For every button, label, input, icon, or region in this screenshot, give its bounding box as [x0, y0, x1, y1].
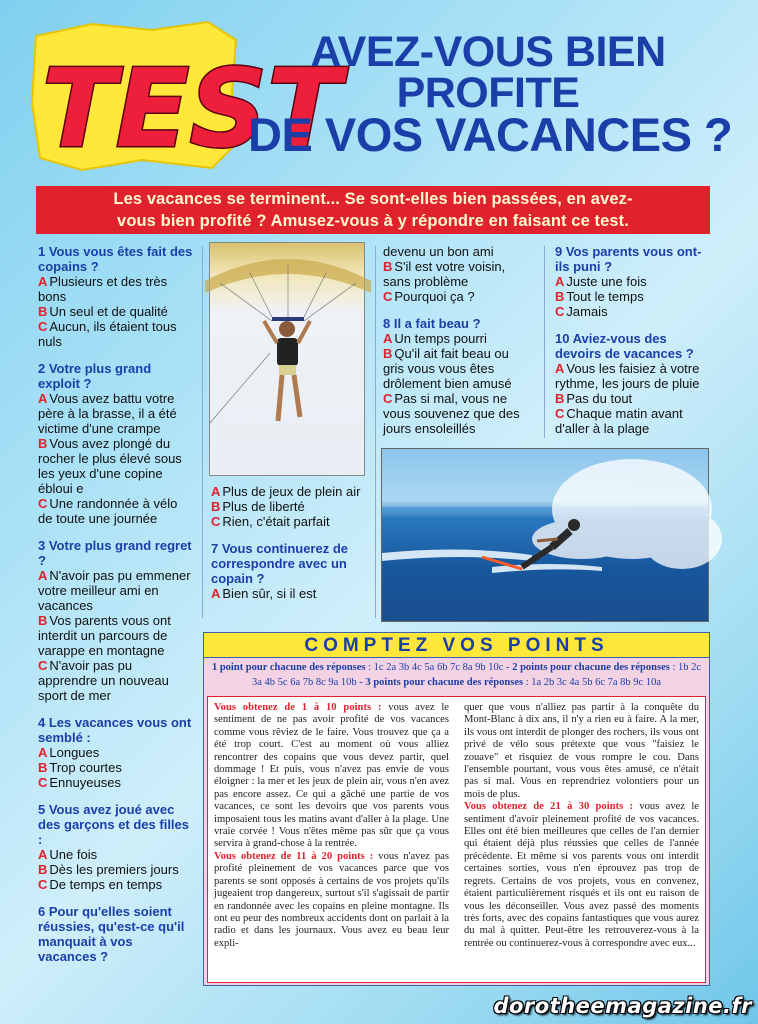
score-key-2-label: 2 points pour chacune des réponses — [512, 662, 670, 673]
question-10-title: 10 Aviez-vous des devoirs de vacances ? — [555, 331, 694, 361]
question-1-title: 1 Vous vous êtes fait des copains ? — [38, 244, 193, 274]
question-7-option-b[interactable]: B S'il est votre voisin, sans problème — [383, 259, 506, 289]
question-4 — [38, 715, 194, 790]
question-7-continued — [383, 244, 533, 304]
question-3 — [38, 538, 194, 703]
question-10-option-c[interactable]: C Chaque matin avant d'aller à la plage — [555, 406, 683, 436]
title-line-2: PROFITE — [396, 69, 580, 117]
question-4-option-c[interactable]: C Ennuyeuses — [38, 775, 121, 790]
result-21-30: Vous obtenez de 21 à 30 points : vous avez le sentiment d'avoir pleinement profité de vos vacances. Elles ont été bien meilleures que celles de l'an dernier qui étaient déjà plus réussies que celles de l'année précédente. Et même si vos parents vous ont interdit certaines sorties, vous n'en éprouvez pas trop de regrets. Certains de vos projets, vous en convenez, étaient particulièrement risqués et ils ont eu raison de vous les déconseiller. Vous avez passé des moments très forts, avec des copains fantastiques que vous aurez du mal à quitter. Peut-être les retrouverez-vous à la rentrée ou continuerez-vous à correspondre avec eux... — [464, 801, 699, 949]
result-11-20: Vous obtenez de 11 à 20 points : vous n'avez pas profité pleinement de vos vacances parce que vos parents se sont opposés à certains de vos projets qu'ils jugeaient trop dangereux, surtout s'il s'agissait de partir en randonnée avec les copains en pleine montagne. Ils ont eu peur des nombreux accidents dont on parlait à la radio et dans les journaux. Vous avez eu beau leur expli- — [214, 850, 449, 949]
intro-banner — [36, 186, 710, 234]
question-2-title: 2 Votre plus grand exploit ? — [38, 361, 152, 391]
question-5-option-a[interactable]: A Une fois — [38, 847, 98, 862]
water-ski-illustration — [382, 449, 710, 623]
column-divider-1 — [202, 246, 203, 618]
question-8-title: 8 Il a fait beau ? — [383, 316, 481, 331]
question-2-option-b[interactable]: B Vous avez plongé du rocher le plus élevé sous les yeux d'une copine ébloui e — [38, 436, 182, 496]
title-line-1: AVEZ-VOUS BIEN — [310, 28, 666, 76]
question-6-option-c[interactable]: C Rien, c'était parfait — [211, 514, 330, 529]
parasailing-illustration — [210, 243, 366, 477]
question-8 — [383, 316, 533, 436]
score-key — [208, 660, 705, 694]
question-6-options — [211, 484, 373, 529]
question-10-option-a[interactable]: A Vous les faisiez à votre rythme, les jours de pluie — [555, 361, 700, 391]
question-1-option-b[interactable]: B Un seul et de qualité — [38, 304, 168, 319]
question-9-option-b[interactable]: B Tout le temps — [555, 289, 644, 304]
score-key-1-values: : 1c 2a 3b 4c 5a 6b 7c 8a 9b 10c - — [365, 662, 513, 673]
question-8-option-b[interactable]: B Qu'il ait fait beau ou gris vous vous êtes drôlement bien amusé — [383, 346, 512, 391]
question-5-title: 5 Vous avez joué avec des garçons et des filles : — [38, 802, 190, 847]
score-results — [207, 696, 706, 983]
question-6-option-b[interactable]: B Plus de liberté — [211, 499, 305, 514]
question-8-option-c[interactable]: C Pas si mal, vous ne vous souvenez que des jours ensoleillés — [383, 391, 520, 436]
question-2 — [38, 361, 194, 526]
question-6-title: 6 Pour qu'elles soient réussies, qu'est-ce qu'il manquait à vos vacances ? — [38, 904, 185, 964]
question-7-option-c[interactable]: C Pourquoi ça ? — [383, 289, 475, 304]
question-3-option-b[interactable]: B Vos parents vous ont interdit un parcours de varappe en montagne — [38, 613, 171, 658]
question-4-option-b[interactable]: B Trop courtes — [38, 760, 122, 775]
page-title — [248, 28, 733, 161]
intro-line-2: vous bien profité ? Amusez-vous à y répondre en faisant ce test. — [117, 212, 629, 230]
question-5-option-b[interactable]: B Dès les premiers jours — [38, 862, 179, 877]
questions-column-3 — [383, 244, 533, 448]
question-10-option-b[interactable]: B Pas du tout — [555, 391, 633, 406]
question-9-title: 9 Vos parents vous ont-ils puni ? — [555, 244, 702, 274]
result-11-20-continued: quer que vous n'alliez pas partir à la conquête du Mont-Blanc à dix ans, il n'y a rien eu à faire. A la mer, ils vous ont interdit de plonger des rochers, ils vous ont privé de vélo sous prétexte que vous "faisiez le zouave" et risquiez de vous rompre le cou. Dans l'ensemble pourtant, vous vous êtes amusé, ce n'était pas si mal. Vous en reprendriez volontiers pour un mois de plus. — [464, 702, 699, 800]
question-5-option-c[interactable]: C De temps en temps — [38, 877, 163, 892]
intro-line-1: Les vacances se terminent... Se sont-elles bien passées, en avez- — [113, 190, 633, 208]
question-2-option-c[interactable]: C Une randonnée à vélo de toute une journée — [38, 496, 178, 526]
score-heading: COMPTEZ VOS POINTS — [204, 633, 709, 658]
score-key-1-label: 1 point pour chacune des réponses — [211, 662, 366, 673]
title-line-3: DE VOS VACANCES ? — [248, 108, 733, 161]
question-1-option-c[interactable]: C Aucun, ils étaient tous nuls — [38, 319, 177, 349]
parasailing-photo — [209, 242, 365, 476]
question-9-option-c[interactable]: C Jamais — [555, 304, 608, 319]
questions-column-4 — [555, 244, 715, 448]
score-box — [203, 632, 710, 986]
question-10 — [555, 331, 715, 436]
question-8-option-a[interactable]: A Un temps pourri — [383, 331, 487, 346]
question-7 — [211, 541, 373, 601]
question-4-option-a[interactable]: A Longues — [38, 745, 100, 760]
questions-column-2 — [211, 484, 373, 601]
column-divider-2 — [375, 246, 376, 618]
question-6 — [38, 904, 194, 964]
question-1 — [38, 244, 194, 349]
question-7-title: 7 Vous continuerez de correspondre avec un copain ? — [211, 541, 349, 586]
question-1-option-a[interactable]: A Plusieurs et des très bons — [38, 274, 168, 304]
water-ski-photo — [381, 448, 709, 622]
test-logo — [32, 22, 341, 172]
question-9-option-a[interactable]: A Juste une fois — [555, 274, 647, 289]
question-3-option-a[interactable]: A N'avoir pas pu emmener votre meilleur ami en vacances — [38, 568, 191, 613]
question-5 — [38, 802, 194, 892]
question-3-title: 3 Votre plus grand regret ? — [38, 538, 192, 568]
score-key-3-values: : 1a 2b 3c 4a 5b 6c 7a 8b 9c 10a — [523, 677, 661, 688]
question-9 — [555, 244, 715, 319]
column-divider-3 — [544, 246, 545, 438]
question-7-option-a[interactable]: A Bien sûr, si il est — [211, 586, 317, 601]
score-key-2-values: : 1b 2c 3a 4b 5c 6a 7b 8c 9a 10b - — [252, 662, 702, 688]
question-4-title: 4 Les vacances vous ont semblé : — [38, 715, 192, 745]
question-3-option-c[interactable]: C N'avoir pas pu apprendre un nouveau sport de mer — [38, 658, 169, 703]
results-column-1 — [214, 702, 449, 950]
score-key-3-label: 3 points pour chacune des réponses — [365, 677, 524, 688]
test-logo-text: TEST — [42, 47, 341, 172]
result-1-10: Vous obtenez de 1 à 10 points : vous avez le sentiment de ne pas avoir profité de vos vacances comme vous rêviez de le faire. Vous trouvez que ça a été trop court. C'est au moment où vous alliez rencontrer des copains que vous devez partir, quel dommage ! Et puis, vous n'avez pas envie de vous éloigner : la mer et les jeux de plein air, vous n'en avez pas encore assez. Ce qui a gâché une partie de vos vacances, ce sont les devoirs que vos parents vous imposaient tous les matins avant d'aller à la plage. Une vraie corvée ! Vous n'êtes même pas sûr que ça vous servira à grand-chose à la rentrée. — [214, 702, 449, 850]
question-2-option-a[interactable]: A Vous avez battu votre père à la brasse, il a été victime d'une crampe — [38, 391, 177, 436]
questions-column-1 — [38, 244, 194, 976]
question-7-option-a-continued[interactable]: devenu un bon ami — [383, 244, 494, 259]
question-6-option-a[interactable]: A Plus de jeux de plein air — [211, 484, 361, 499]
site-watermark: dorotheemagazine.fr — [493, 994, 752, 1018]
results-column-2 — [464, 702, 699, 950]
